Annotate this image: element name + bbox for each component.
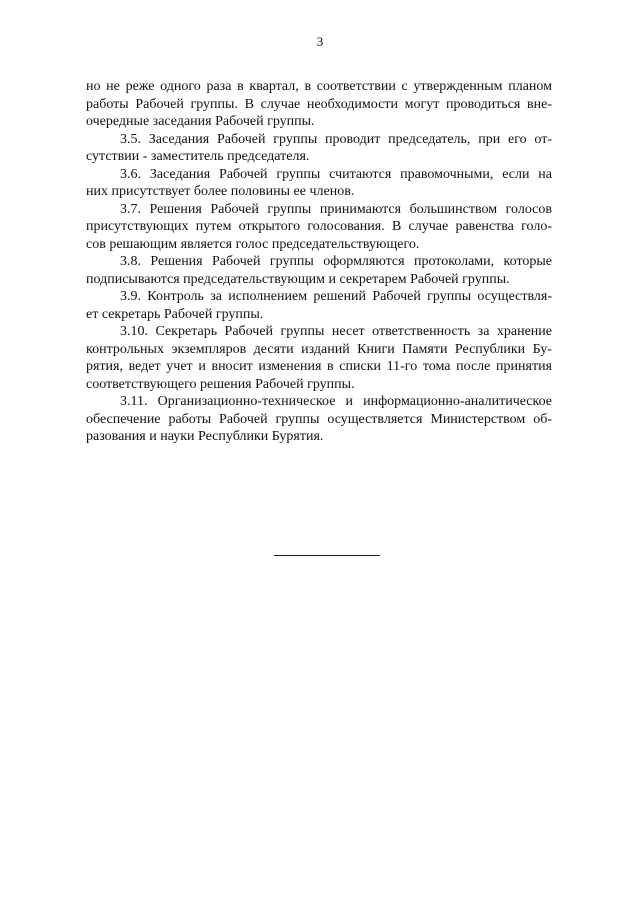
paragraph-line: 3.9. Контроль за исполнением решений Рабочей группы осуществля- (120, 289, 552, 304)
paragraph-line: 3.10. Секретарь Рабочей группы несет ответственность за хранение (120, 324, 552, 339)
paragraph-line: 3.5. Заседания Рабочей группы проводит председатель, при его от- (120, 131, 552, 147)
paragraph-continuation (86, 78, 552, 131)
paragraph-line: разования и науки Республики Бурятия. (86, 429, 324, 444)
paragraph-3-7 (86, 201, 552, 254)
paragraph-line: очередные заседания Рабочей группы. (86, 114, 315, 129)
paragraph-line: контрольных экземпляров десяти изданий Книги Памяти Республики Бу- (86, 341, 552, 357)
paragraph-3-8 (86, 253, 552, 288)
paragraph-line: ет секретарь Рабочей группы. (86, 306, 264, 322)
paragraph-line: обеспечение работы Рабочей группы осуществляется Министерством об- (86, 411, 552, 427)
paragraph-3-6 (86, 166, 552, 201)
paragraph-line: 3.6. Заседания Рабочей группы считаются правомочными, если на (120, 166, 552, 182)
paragraph-line: 3.7. Решения Рабочей группы принимаются большинством голосов (120, 201, 552, 217)
paragraph-line: работы Рабочей группы. В случае необходимости могут проводиться вне- (86, 96, 552, 112)
paragraph-line: 3.11. Организационно-техническое и информационно-аналитическое (120, 394, 552, 409)
paragraph-3-11 (86, 393, 552, 446)
paragraph-line: рятия, ведет учет и вносит изменения в списки 11-го тома после принятия (86, 359, 552, 374)
paragraph-line: подписываются председательствующим и секретарем Рабочей группы. (86, 271, 510, 287)
paragraph-line: них присутствует более половины ее членов. (86, 184, 355, 199)
page-number: 3 (316, 34, 324, 49)
paragraph-line: 3.8. Решения Рабочей группы оформляются протоколами, которые (120, 254, 552, 269)
end-of-document-rule (274, 555, 380, 556)
paragraph-3-10 (86, 323, 552, 393)
document-body (86, 78, 552, 446)
paragraph-line: присутствующих путем открытого голосования. В случае равенства голо- (86, 219, 552, 234)
paragraph-line: сутствии - заместитель председателя. (86, 149, 310, 164)
paragraph-line: соответствующего решения Рабочей группы. (86, 376, 355, 392)
paragraph-3-9 (86, 288, 552, 323)
paragraph-3-5 (86, 131, 552, 166)
paragraph-line: но не реже одного раза в квартал, в соответствии с утвержденным планом (86, 79, 552, 94)
paragraph-line: сов решающим является голос председательствующего. (86, 236, 420, 252)
